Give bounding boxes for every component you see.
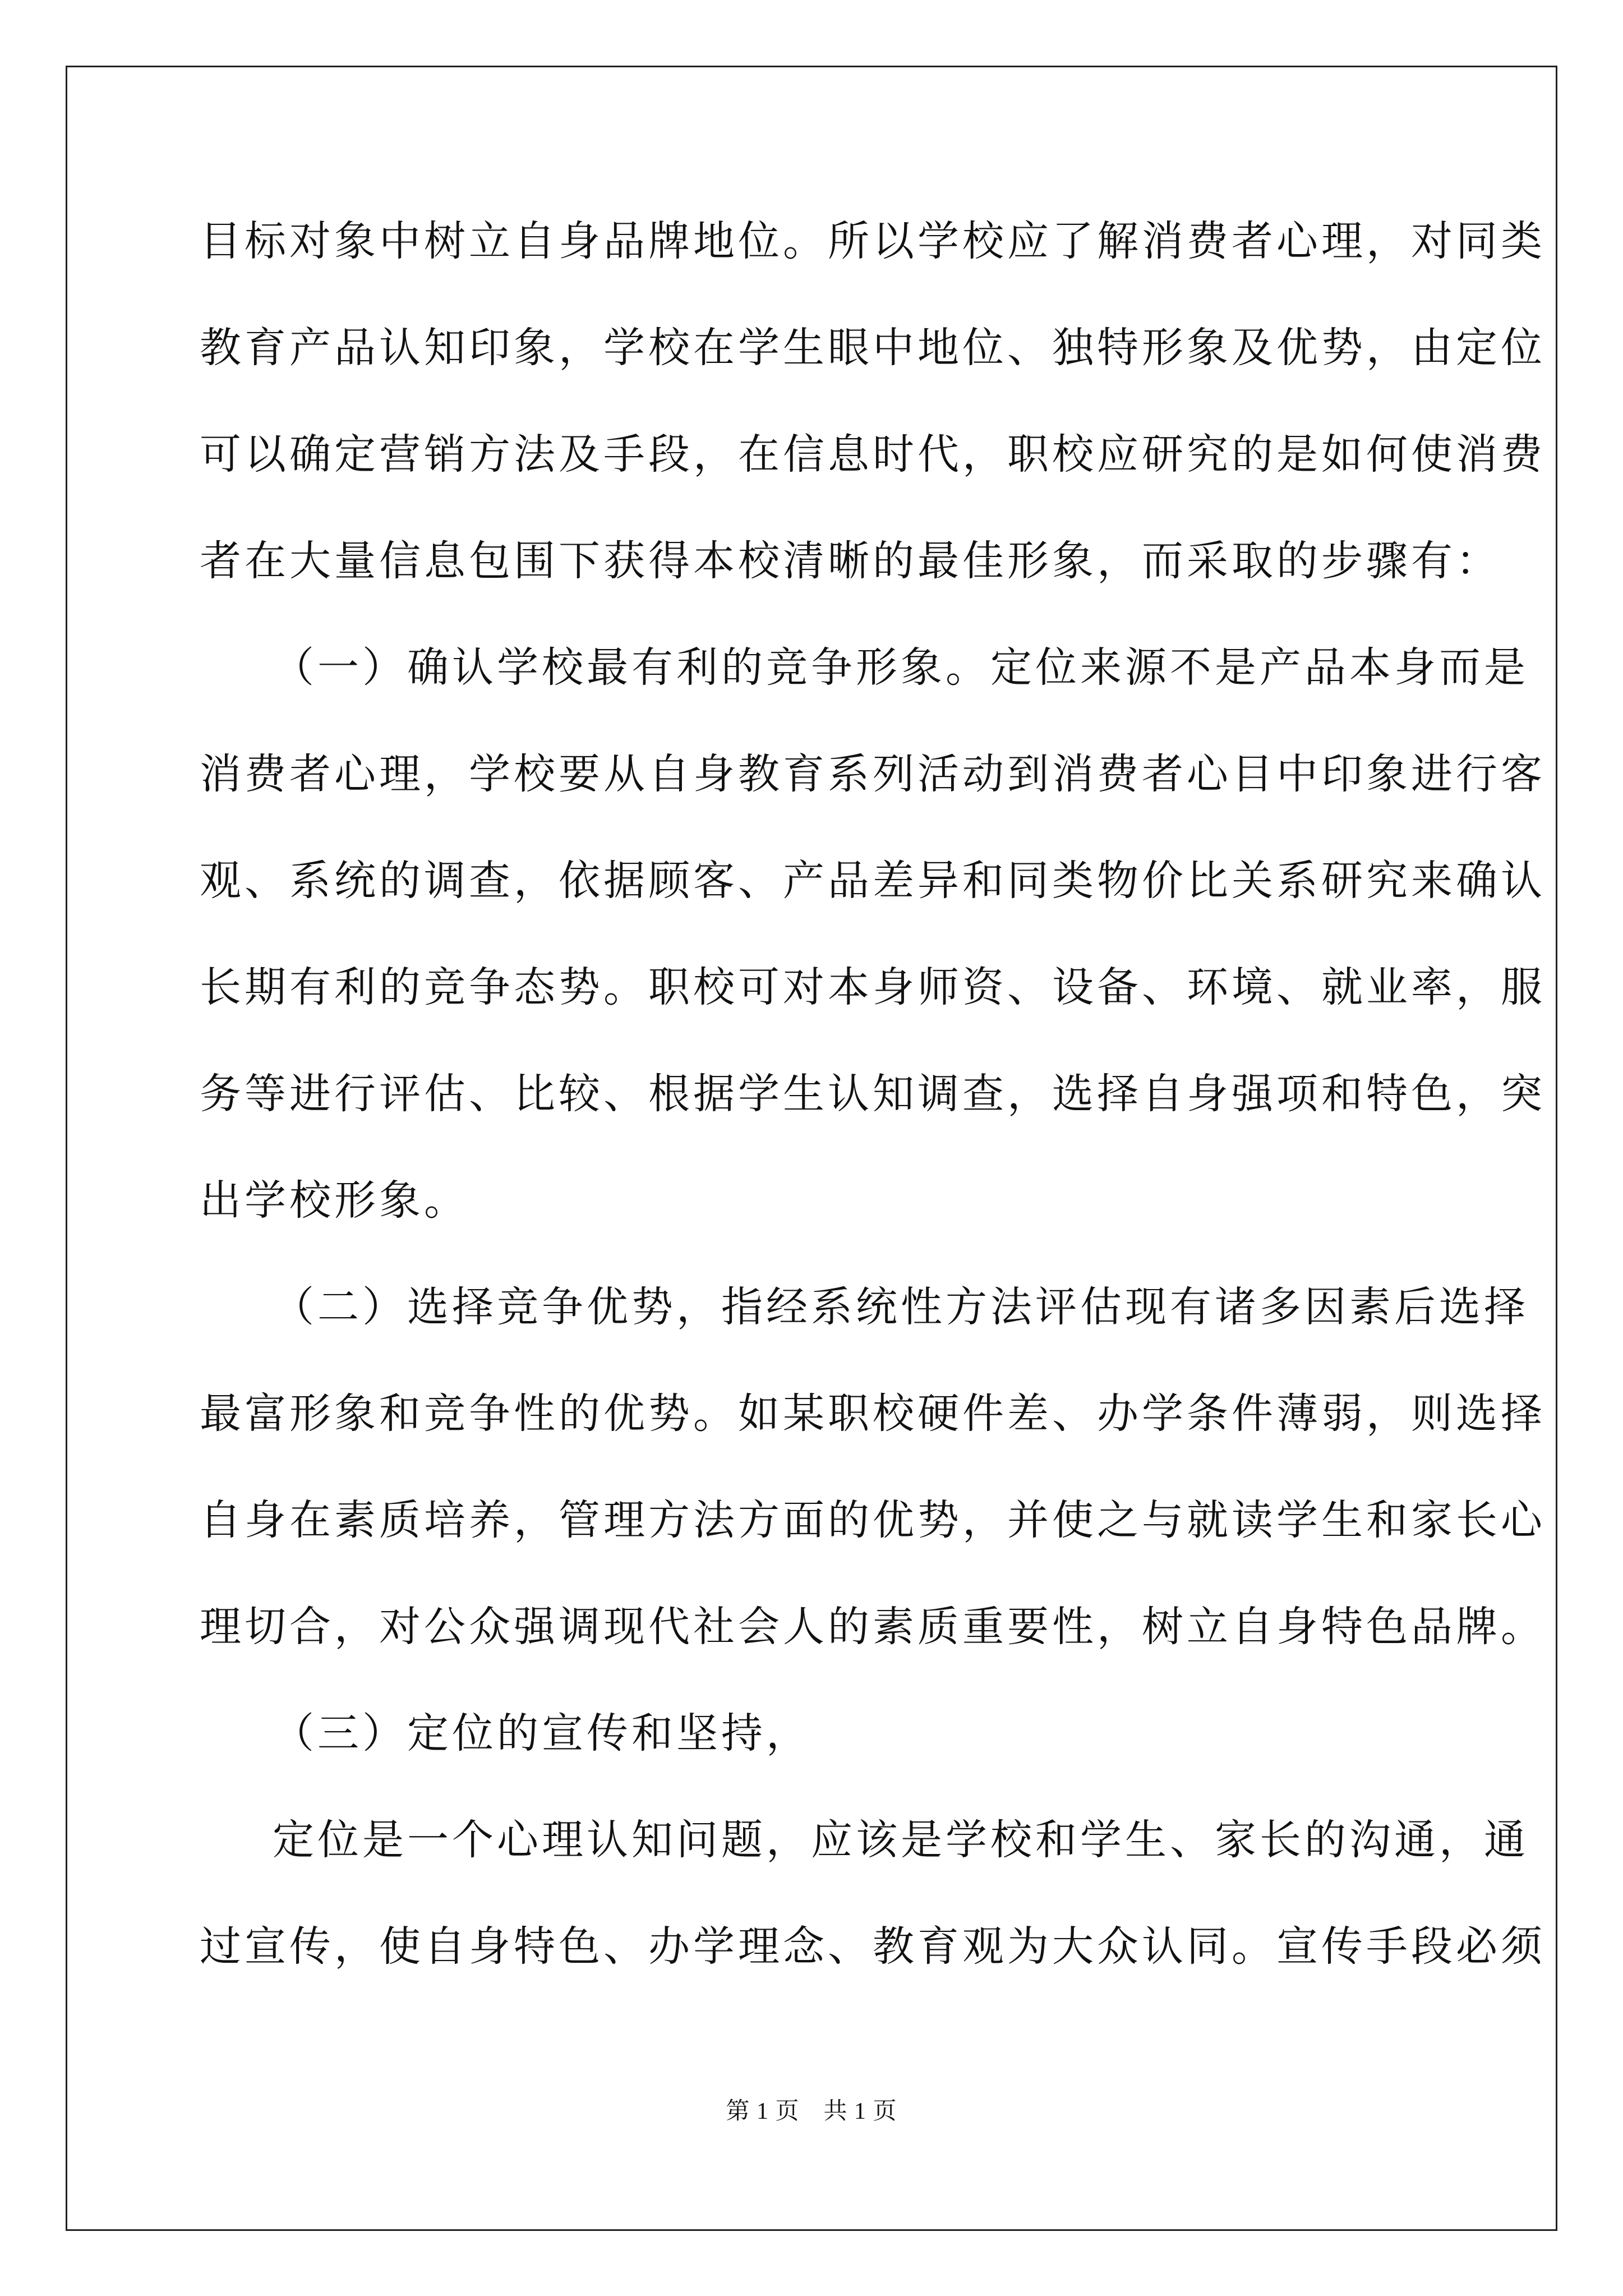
paragraph-line: 出学校形象。 (200, 1176, 469, 1225)
paragraph-line: 定位是一个心理认知问题，应该是学校和学生、家长的沟通，通 (273, 1816, 1529, 1864)
page-footer: 第 1 页 共 1 页 (726, 2099, 897, 2124)
paragraph-line: 自身在素质培养，管理方法方面的优势，并使之与就读学生和家长心 (200, 1496, 1546, 1544)
paragraph-line: 过宣传，使自身特色、办学理念、教育观为大众认同。宣传手段必须 (200, 1922, 1546, 1971)
paragraph-line: （一）确认学校最有利的竞争形象。定位来源不是产品本身而是 (273, 643, 1529, 692)
paragraph-line: 观、系统的调查，依据顾客、产品差异和同类物价比关系研究来确认 (200, 857, 1546, 905)
paragraph-line: （二）选择竞争优势，指经系统性方法评估现有诸多因素后选择 (273, 1283, 1529, 1331)
paragraph-line: 者在大量信息包围下获得本校清晰的最佳形象，而采取的步骤有： (200, 537, 1501, 585)
paragraph-line: 理切合，对公众强调现代社会人的素质重要性，树立自身特色品牌。 (200, 1603, 1546, 1651)
paragraph-line: 目标对象中树立自身品牌地位。所以学校应了解消费者心理，对同类 (200, 217, 1546, 265)
paragraph-line: 消费者心理，学校要从自身教育系列活动到消费者心目中印象进行客 (200, 750, 1546, 798)
page-frame (66, 66, 1557, 2231)
paragraph-line: 教育产品认知印象，学校在学生眼中地位、独特形象及优势，由定位 (200, 324, 1546, 372)
section-heading-line: （三）定位的宣传和坚持， (273, 1709, 811, 1757)
paragraph-line: 务等进行评估、比较、根据学生认知调查，选择自身强项和特色，突 (200, 1070, 1546, 1118)
paragraph-line: 最富形象和竞争性的优势。如某职校硬件差、办学条件薄弱，则选择 (200, 1389, 1546, 1438)
paragraph-line: 可以确定营销方法及手段，在信息时代，职校应研究的是如何使消费 (200, 430, 1546, 478)
paragraph-line: 长期有利的竞争态势。职校可对本身师资、设备、环境、就业率，服 (200, 963, 1546, 1011)
